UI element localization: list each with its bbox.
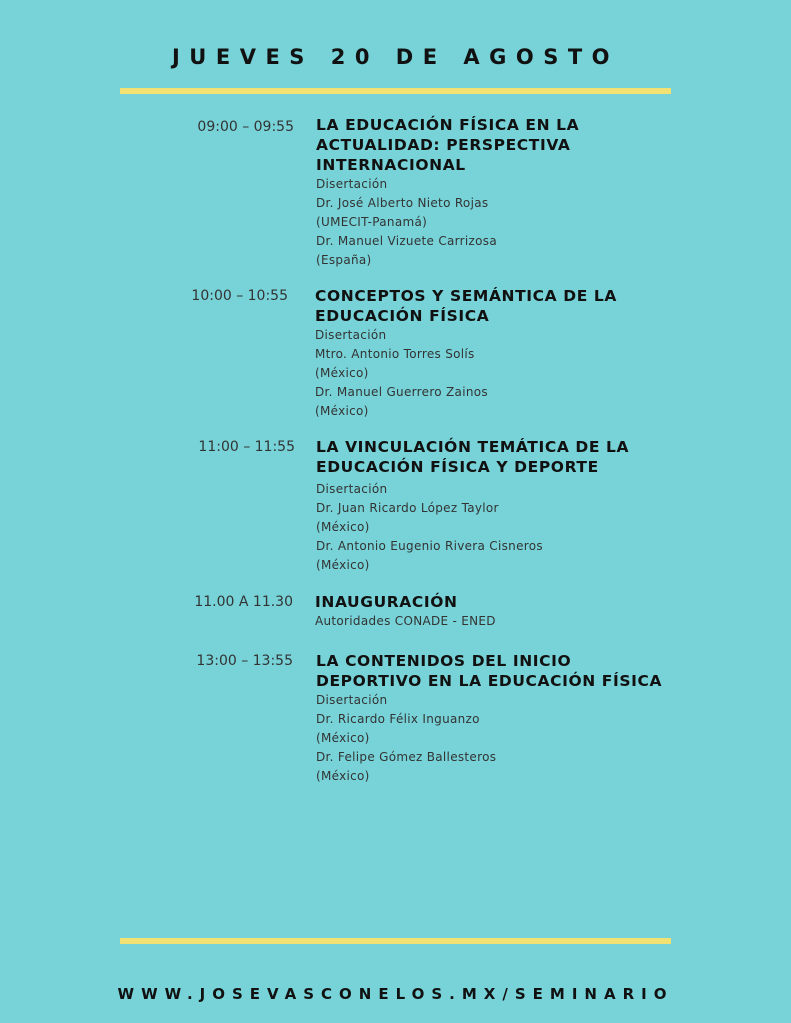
speaker-affiliation: (UMECIT-Panamá) <box>316 215 428 229</box>
speaker-affiliation: (México) <box>316 558 370 572</box>
speaker-affiliation: (México) <box>316 520 370 534</box>
page-title: JUEVES 20 DE AGOSTO <box>171 45 619 69</box>
session-type: Disertación <box>316 693 388 707</box>
session-hosts: Autoridades CONADE - ENED <box>315 614 496 628</box>
session-title: LA CONTENIDOS DEL INICIO DEPORTIVO EN LA EDUCACIÓN FÍSICA <box>316 652 663 690</box>
speaker-affiliation: (México) <box>316 769 370 783</box>
speaker-name: Dr. Manuel Guerrero Zainos <box>315 385 488 399</box>
session-time: 11:00 – 11:55 <box>198 439 295 455</box>
speaker-name: Dr. José Alberto Nieto Rojas <box>316 196 489 210</box>
footer-url: WWW.JOSEVASCONELOS.MX/SEMINARIO <box>117 985 674 1003</box>
session-title: LA VINCULACIÓN TEMÁTICA DE LA EDUCACIÓN FÍSICA Y DEPORTE <box>316 438 630 476</box>
session-time: 13:00 – 13:55 <box>196 653 293 669</box>
speaker-affiliation: (México) <box>315 366 369 380</box>
session-time: 09:00 – 09:55 <box>197 119 294 135</box>
session-time: 10:00 – 10:55 <box>191 288 288 304</box>
speaker-affiliation: (España) <box>316 253 372 267</box>
session-title: CONCEPTOS Y SEMÁNTICA DE LA EDUCACIÓN FÍSICA <box>315 287 617 325</box>
speaker-name: Dr. Manuel Vizuete Carrizosa <box>316 234 497 248</box>
session-type: Disertación <box>316 482 388 496</box>
bottom-divider <box>120 938 671 944</box>
speaker-name: Dr. Ricardo Félix Inguanzo <box>316 712 480 726</box>
speaker-name: Dr. Antonio Eugenio Rivera Cisneros <box>316 539 543 553</box>
speaker-affiliation: (México) <box>316 731 370 745</box>
session-title: LA EDUCACIÓN FÍSICA EN LA ACTUALIDAD: PERSPECTIVA INTERNACIONAL <box>316 116 580 174</box>
session-time: 11.00 A 11.30 <box>194 594 293 610</box>
session-type: Disertación <box>315 328 387 342</box>
top-divider <box>120 88 671 94</box>
session-type: Disertación <box>316 177 388 191</box>
speaker-name: Mtro. Antonio Torres Solís <box>315 347 475 361</box>
speaker-affiliation: (México) <box>315 404 369 418</box>
session-title: INAUGURACIÓN <box>315 593 458 611</box>
speaker-name: Dr. Felipe Gómez Ballesteros <box>316 750 497 764</box>
speaker-name: Dr. Juan Ricardo López Taylor <box>316 501 499 515</box>
